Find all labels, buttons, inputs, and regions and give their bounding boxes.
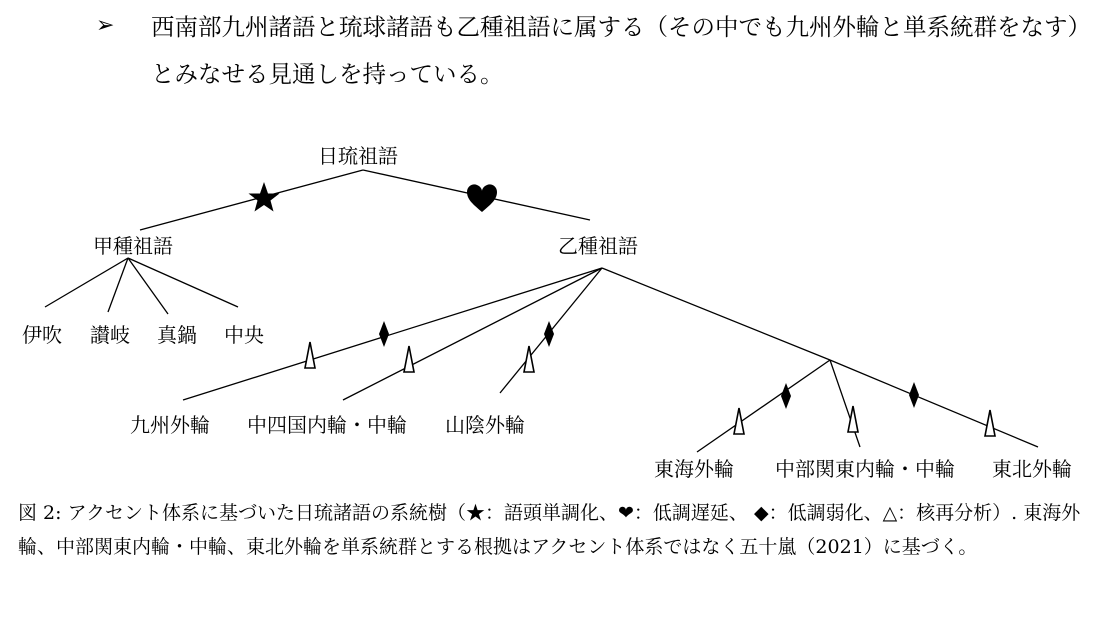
heart-marker-icon — [467, 184, 497, 212]
bullet-text: 西南部九州諸語と琉球諸語も乙種祖語に属する（その中でも九州外輪と単系統群をなす）とみなせる見通しを持っている。 — [151, 13, 1091, 88]
node-branch-b-label: 乙種祖語 — [558, 234, 638, 258]
edge-east-chubu — [830, 360, 860, 447]
edge-a-chuo — [128, 258, 238, 307]
triangle-marker-icon — [524, 346, 534, 372]
node-branch-a-label: 甲種祖語 — [93, 234, 173, 258]
edge-root-to-branch-a — [140, 170, 363, 230]
leaf-manabe-label: 真鍋 — [157, 323, 197, 347]
leaf-tohoku-label: 東北外輪 — [992, 457, 1072, 481]
edge-b-eastern-node — [602, 268, 830, 360]
diamond-marker-icon — [781, 383, 791, 409]
diamond-marker-icon — [544, 321, 554, 347]
edge-east-tohoku — [830, 360, 1038, 447]
edge-a-sanuki — [108, 258, 128, 312]
node-root-label: 日琉祖語 — [318, 144, 398, 168]
figure-caption: 図 2: アクセント体系に基づいた日琉諸語の系統樹（★：語頭単調化、❤：低調遅延、 ◆：低調弱化、△：核再分析）. 東海外輪、中部関東内輪・中輪、東北外輪を単系統群とする根拠はアクセント体系ではなく五十嵐（2021）に基づく。 — [18, 502, 1081, 558]
bullet-arrow-icon: ➢ — [96, 13, 115, 38]
triangle-marker-icon — [305, 342, 315, 368]
edge-a-ibuki — [45, 258, 128, 307]
triangle-markers — [305, 342, 995, 436]
leaf-ibuki-label: 伊吹 — [22, 323, 62, 347]
triangle-marker-icon — [848, 406, 858, 432]
leaf-kyushu-label: 九州外輪 — [130, 413, 210, 437]
tree-edges — [45, 170, 1038, 452]
diamond-markers — [379, 321, 919, 409]
leaf-tokai-label: 東海外輪 — [654, 457, 734, 481]
leaf-sanin-label: 山陰外輪 — [445, 413, 525, 437]
diamond-marker-icon — [379, 321, 389, 347]
leaf-chuo-label: 中央 — [224, 323, 264, 347]
leaf-chubu-label: 中部関東内輪・中輪 — [775, 457, 955, 481]
star-marker-icon — [249, 182, 280, 212]
diamond-marker-icon — [909, 382, 919, 408]
leaf-sanuki-label: 讃岐 — [90, 323, 130, 347]
edge-east-tokai — [697, 360, 830, 452]
triangle-marker-icon — [985, 410, 995, 436]
triangle-marker-icon — [404, 346, 414, 372]
leaf-chushikoku-label: 中四国内輪・中輪 — [247, 413, 407, 437]
